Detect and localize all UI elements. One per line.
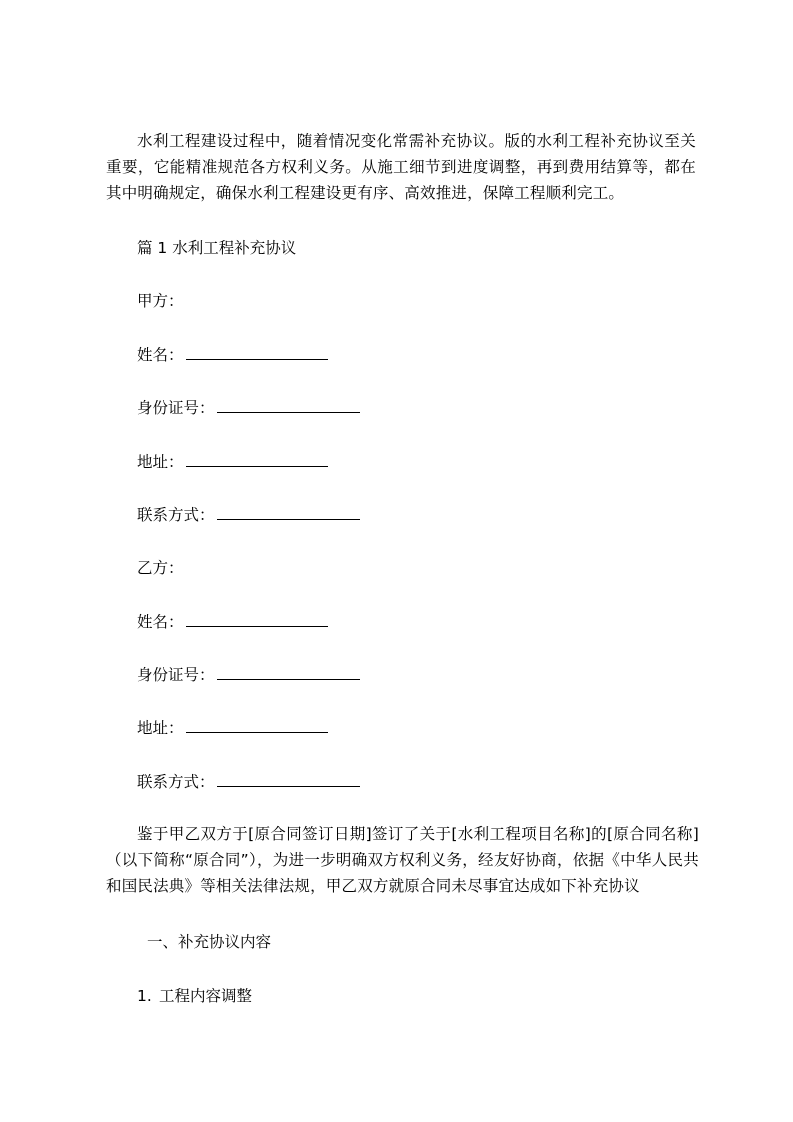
party-a-name-blank bbox=[186, 345, 328, 360]
party-b-name-blank bbox=[186, 612, 328, 627]
list-item-title: 工程内容调整 bbox=[159, 987, 253, 1005]
party-a-address-field: 地址： bbox=[137, 451, 328, 473]
party-a-contact-field: 联系方式： bbox=[137, 504, 360, 526]
party-a-contact-blank bbox=[217, 505, 360, 520]
party-a-address-blank bbox=[186, 452, 328, 467]
party-a-id-blank bbox=[217, 398, 360, 413]
intro-paragraph: 水利工程建设过程中，随着情况变化常需补充协议。版的水利工程补充协议至关重要，它能精准规范各方权利义务。从施工细节到进度调整，再到费用结算等，都在其中明确规定，确保水利工程建设更有序、高效推进，保障工程顺利完工。 bbox=[106, 132, 696, 202]
party-b-id-field: 身份证号： bbox=[137, 664, 360, 686]
party-a-id-field: 身份证号： bbox=[137, 397, 360, 419]
party-b-contact-blank bbox=[217, 772, 360, 787]
party-b-contact-field: 联系方式： bbox=[137, 771, 360, 793]
list-item-number: 1. bbox=[137, 987, 152, 1005]
party-a-heading: 甲方： bbox=[137, 292, 184, 310]
party-b-name-field: 姓名： bbox=[137, 611, 328, 633]
preamble-paragraph: 鉴于甲乙双方于[原合同签订日期]签订了关于[水利工程项目名称]的[原合同名称]（以下简称“原合同”），为进一步明确双方权利义务，经友好协商，依据《中华人民共和国民法典》等相关法律法规，甲乙双方就原合同未尽事宜达成如下补充协议 bbox=[106, 825, 699, 895]
clause-heading: 一、补充协议内容 bbox=[147, 933, 272, 951]
party-b-id-blank bbox=[217, 665, 360, 680]
section-title: 篇 1 水利工程补充协议 bbox=[137, 239, 297, 257]
party-a-name-field: 姓名： bbox=[137, 344, 328, 366]
party-b-address-field: 地址： bbox=[137, 717, 328, 739]
list-item bbox=[137, 985, 252, 1007]
party-b-heading: 乙方： bbox=[137, 559, 184, 577]
party-b-address-blank bbox=[186, 718, 328, 733]
